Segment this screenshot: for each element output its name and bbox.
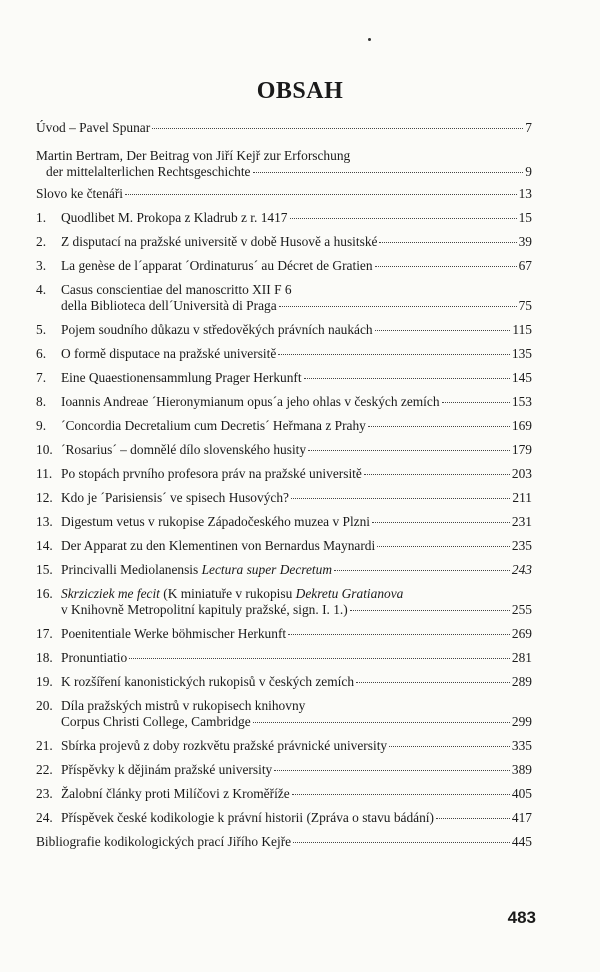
dot-leader [278,354,510,355]
entry-title: Eine Quaestionensammlung Prager Herkunft [61,370,302,385]
entry-title: Digestum vetus v rukopise Západočeského muzea v Plzni [61,514,371,529]
toc-entry [36,810,532,826]
entry-number: 5. [36,322,47,337]
entry-title: Kdo je ´Parisiensis´ ve spisech Husových? [61,490,289,505]
dot-leader [308,450,510,451]
dot-leader [288,634,510,635]
toc-entry [36,786,532,802]
entry-title: Bibliografie kodikologických prací Jiřího Kejře [36,834,292,849]
page-title: OBSAH [256,78,344,104]
toc-entry [36,466,532,482]
toc-entry [36,234,532,250]
toc-entry [36,282,532,314]
entry-number: 11. [36,466,53,481]
entry-page: 417 [511,810,532,825]
toc-entry [36,186,532,202]
dot-leader [436,818,510,819]
entry-page: 203 [511,466,532,481]
entry-title-cont: v Knihovně Metropolitní kapituly pražské, sign. I. 1.) [61,602,348,617]
entry-page: 243 [511,562,532,577]
entry-page: 289 [511,674,532,689]
entry-page: 145 [511,370,532,385]
entry-number: 21. [36,738,53,753]
entry-number: 1. [36,210,47,225]
dot-leader [375,330,511,331]
toc-entry [36,650,532,666]
dot-leader [375,266,517,267]
dot-leader [152,128,523,129]
entry-number: 24. [36,810,53,825]
ink-dot [368,38,371,41]
toc-entry [36,738,532,754]
entry-title: Pojem soudního důkazu v středověkých právních naukách [61,322,373,337]
toc-entry [36,762,532,778]
entry-title: Sbírka projevů z doby rozkvětu pražské právnické university [61,738,388,753]
dot-leader [334,570,510,571]
entry-title: ´Concordia Decretalium cum Decretis´ Heřmana z Prahy [61,418,366,433]
entry-page: 135 [511,346,532,361]
entry-page: 231 [511,514,532,529]
entry-number: 10. [36,442,53,457]
toc-entry [36,698,532,730]
entry-title: La genèse de l´apparat ´Ordinaturus´ au Décret de Gratien [61,258,373,273]
dot-leader [389,746,510,747]
dot-leader [368,426,510,427]
entry-title: Žalobní články proti Milíčovi z Kroměříže [61,786,290,801]
entry-title: Slovo ke čtenáři [36,186,124,201]
dot-leader [377,546,510,547]
dot-leader [292,794,510,795]
entry-title: Martin Bertram, Der Beitrag von Jiří Kejř zur Erforschung [36,148,351,163]
entry-page: 299 [511,714,532,729]
entry-title-italic: Lectura super Decretum [201,562,333,577]
entry-page: 179 [511,442,532,457]
entry-title: Casus conscientiae del manoscritto XII F 6 [61,282,292,297]
toc-entry [36,258,532,274]
entry-title: Quodlibet M. Prokopa z Kladrub z r. 1417 [61,210,288,225]
dot-leader [129,658,510,659]
dot-leader [350,610,510,611]
entry-page: 389 [511,762,532,777]
entry-title-cont: della Biblioteca dell´Università di Praga [61,298,277,313]
entry-page: 269 [511,626,532,641]
entry-page: 39 [518,234,532,249]
entry-page: 211 [512,490,532,505]
entry-title: Po stopách prvního profesora práv na pražské universitě [61,466,362,481]
toc-entry [36,210,532,226]
toc-entry [36,834,532,850]
entry-title: Ioannis Andreae ´Hieronymianum opus´a jeho ohlas v českých zemích [61,394,440,409]
entry-page: 445 [511,834,532,849]
entry-title: Úvod – Pavel Spunar [36,120,151,135]
entry-title-part: Princivalli Mediolanensis [61,562,202,577]
entry-number: 23. [36,786,53,801]
entry-page: 115 [512,322,532,337]
entry-number: 4. [36,282,47,297]
dot-leader [304,378,510,379]
toc-entry [36,514,532,530]
entry-title: Z disputací na pražské universitě v době Husově a husitské [61,234,378,249]
entry-page: 7 [525,120,532,135]
entry-page: 405 [511,786,532,801]
toc-entry [36,538,532,554]
entry-title: ´Rosarius´ – domnělé dílo slovenského husity [61,442,307,457]
page-number: 483 [507,908,536,927]
dot-leader [290,218,517,219]
entry-title: Příspěvek české kodikologie k právní historii (Zpráva o stavu bádání) [61,810,434,825]
dot-leader [125,194,517,195]
toc-entry [36,148,532,180]
toc-entry [36,586,532,618]
entry-number: 22. [36,762,53,777]
toc-entry [36,490,532,506]
entry-number: 13. [36,514,53,529]
entry-page: 9 [525,164,532,179]
entry-number: 17. [36,626,53,641]
toc-entry [36,370,532,386]
entry-page: 75 [518,298,532,313]
entry-page: 15 [518,210,532,225]
toc-entry [36,394,532,410]
entry-title-cont: Corpus Christi College, Cambridge [61,714,251,729]
dot-leader [356,682,510,683]
entry-title: Poenitentiale Werke böhmischer Herkunft [61,626,287,641]
entry-number: 7. [36,370,47,385]
toc-entry [36,120,532,136]
entry-title [61,562,332,578]
entry-page: 281 [511,650,532,665]
dot-leader [379,242,516,243]
entry-title: K rozšíření kanonistických rukopisů v českých zemích [61,674,355,689]
dot-leader [253,172,524,173]
entry-title-part: (K miniatuře v rukopisu [159,586,296,601]
entry-title: Příspěvky k dějinám pražské university [61,762,273,777]
toc-entry [36,674,532,690]
entry-number: 20. [36,698,53,713]
entry-title: Díla pražských mistrů v rukopisech knihovny [61,698,306,713]
entry-number: 9. [36,418,47,433]
entry-title-italic: Skrzicziek me fecit [61,586,160,601]
dot-leader [364,474,510,475]
toc-entry [36,418,532,434]
dot-leader [274,770,510,771]
entry-number: 8. [36,394,47,409]
toc-entry [36,322,532,338]
entry-page: 169 [511,418,532,433]
entry-page: 235 [511,538,532,553]
toc-entry [36,346,532,362]
entry-page: 335 [511,738,532,753]
entry-page: 67 [518,258,532,273]
entry-number: 2. [36,234,47,249]
entry-number: 19. [36,674,53,689]
entry-page: 13 [518,186,532,201]
dot-leader [291,498,510,499]
dot-leader [253,722,510,723]
entry-title: Der Apparat zu den Klementinen von Bernardus Maynardi [61,538,376,553]
toc-entry [36,626,532,642]
entry-title-cont: der mittelalterlichen Rechtsgeschichte [46,164,251,179]
entry-title-italic: Dekretu Gratianova [295,586,404,601]
dot-leader [372,522,510,523]
entry-title: Pronuntiatio [61,650,128,665]
entry-number: 3. [36,258,47,273]
entry-number: 15. [36,562,53,577]
entry-page: 153 [511,394,532,409]
entry-number: 16. [36,586,53,601]
toc-entry [36,442,532,458]
dot-leader [279,306,517,307]
entry-title [61,586,403,602]
toc-entry [36,562,532,578]
dot-leader [442,402,510,403]
entry-number: 12. [36,490,53,505]
entry-page: 255 [511,602,532,617]
dot-leader [293,842,510,843]
entry-number: 6. [36,346,47,361]
entry-title: O formě disputace na pražské universitě [61,346,277,361]
entry-number: 14. [36,538,53,553]
entry-number: 18. [36,650,53,665]
